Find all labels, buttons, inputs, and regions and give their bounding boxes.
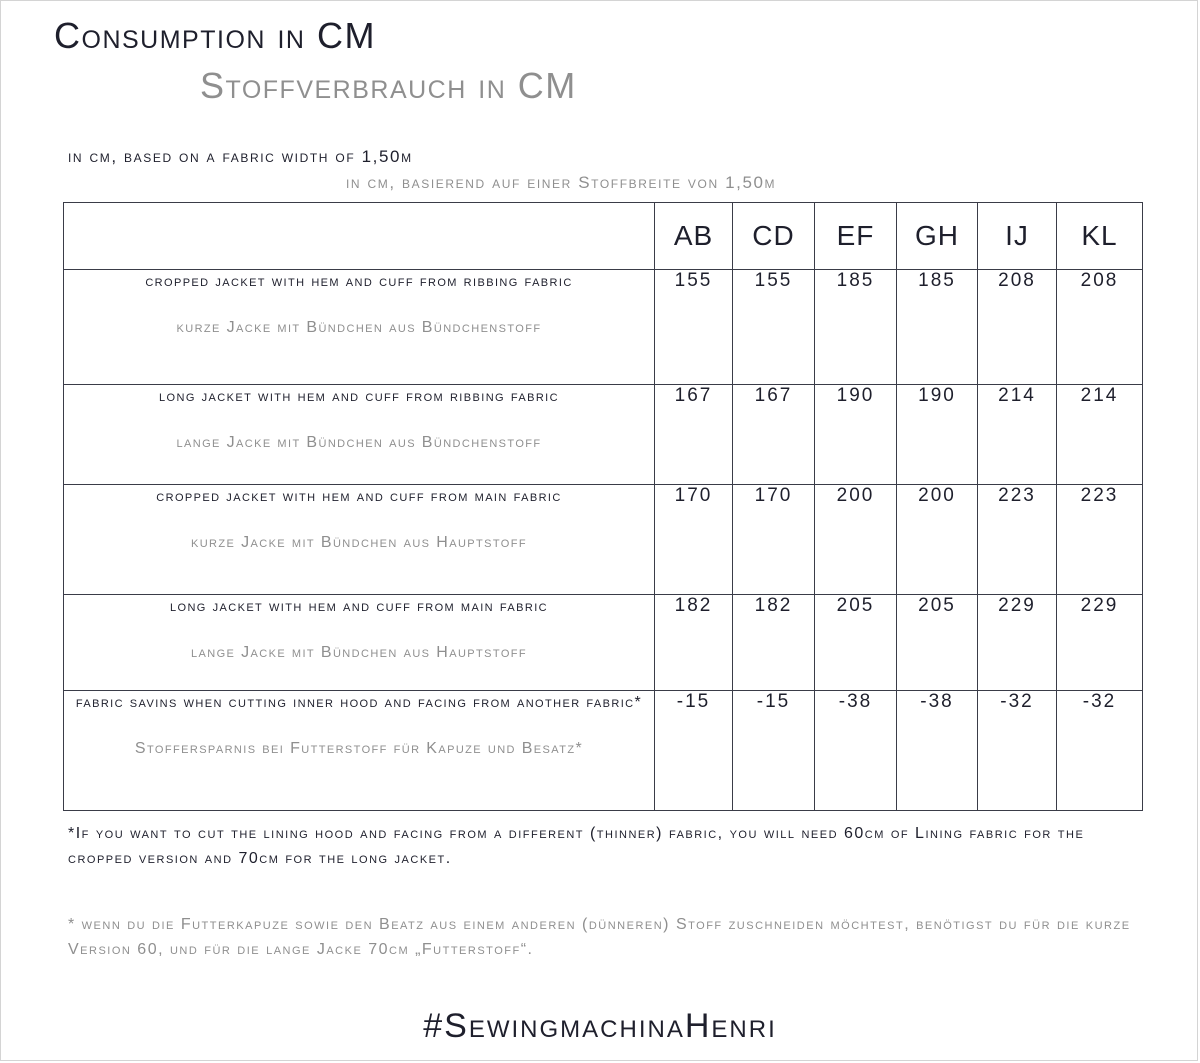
row-label-german: Stoffersparnis bei Futterstoff für Kapuze und Besatz* (134, 740, 584, 757)
row-label-german: lange Jacke mit Bündchen aus Bündchenstoff (176, 434, 542, 451)
column-header: IJ (978, 203, 1057, 270)
table-cell: 200 (815, 485, 897, 595)
table-cell: 170 (733, 485, 815, 595)
table-row (64, 691, 1143, 811)
row-description (64, 270, 655, 385)
column-header: AB (655, 203, 733, 270)
table-cell: 170 (655, 485, 733, 595)
table-cell: 229 (978, 595, 1057, 691)
table-cell: 208 (1057, 270, 1143, 385)
table-cell: 208 (978, 270, 1057, 385)
table-cell: 223 (1057, 485, 1143, 595)
table-cell: 155 (733, 270, 815, 385)
table-cell: 190 (897, 385, 978, 485)
row-description (64, 595, 655, 691)
row-label-english: long jacket with hem and cuff from ribbing fabric (159, 388, 559, 405)
table-cell: -32 (978, 691, 1057, 811)
table-row (64, 270, 1143, 385)
table-row (64, 595, 1143, 691)
table-cell: 167 (655, 385, 733, 485)
column-header: KL (1057, 203, 1143, 270)
table-cell: 205 (815, 595, 897, 691)
table-cell: 167 (733, 385, 815, 485)
table-cell: 214 (1057, 385, 1143, 485)
row-description (64, 385, 655, 485)
row-label-german: kurze Jacke mit Bündchen aus Bündchenstoff (176, 319, 542, 336)
hashtag: #SewingmachinaHenri (423, 1007, 777, 1045)
row-label-german: lange Jacke mit Bündchen aus Hauptstoff (190, 644, 528, 661)
table-cell: 185 (897, 270, 978, 385)
row-label-german: kurze Jacke mit Bündchen aus Hauptstoff (190, 534, 528, 551)
table-cell: 223 (978, 485, 1057, 595)
subtitle-german: in cm, basierend auf einer Stoffbreite von 1,50m (346, 173, 777, 192)
row-label-english: cropped jacket with hem and cuff from ribbing fabric (145, 273, 573, 290)
consumption-table (63, 202, 1143, 811)
table-cell: -32 (1057, 691, 1143, 811)
column-header: EF (815, 203, 897, 270)
row-description (64, 485, 655, 595)
table-cell: 214 (978, 385, 1057, 485)
table-cell: 185 (815, 270, 897, 385)
column-header: GH (897, 203, 978, 270)
column-header: CD (733, 203, 815, 270)
row-label-english: cropped jacket with hem and cuff from main fabric (156, 488, 562, 505)
row-label-english: fabric savins when cutting inner hood and facing from another fabric* (75, 694, 643, 711)
page-title: Consumption in CM (54, 15, 376, 56)
table-header-row (64, 203, 1143, 270)
row-description (64, 691, 655, 811)
table-cell: 182 (655, 595, 733, 691)
row-label-english: long jacket with hem and cuff from main fabric (169, 598, 549, 615)
page-title-german: Stoffverbrauch in CM (200, 65, 577, 106)
table-cell: -38 (897, 691, 978, 811)
table-row (64, 485, 1143, 595)
table-row (64, 385, 1143, 485)
table-cell: 155 (655, 270, 733, 385)
table-cell: -38 (815, 691, 897, 811)
table-cell: 200 (897, 485, 978, 595)
table-cell: 182 (733, 595, 815, 691)
subtitle: in cm, based on a fabric width of 1,50m (68, 147, 413, 166)
table-cell: 190 (815, 385, 897, 485)
footnote-english: *If you want to cut the lining hood and facing from a different (thinner) fabric, you will need 60cm of Lining fabric for the cropped version and 70cm for the long jacket. (68, 825, 1085, 867)
footnote-german: * wenn du die Futterkapuze sowie den Beatz aus einem anderen (dünneren) Stoff zuschneiden möchtest, benötigst du für die kurze Version 60, und für die lange Jacke 70cm „Futterstoff“. (68, 916, 1131, 958)
table-cell: 205 (897, 595, 978, 691)
table-cell: -15 (655, 691, 733, 811)
header-empty-cell (64, 203, 655, 270)
table-cell: 229 (1057, 595, 1143, 691)
table-cell: -15 (733, 691, 815, 811)
